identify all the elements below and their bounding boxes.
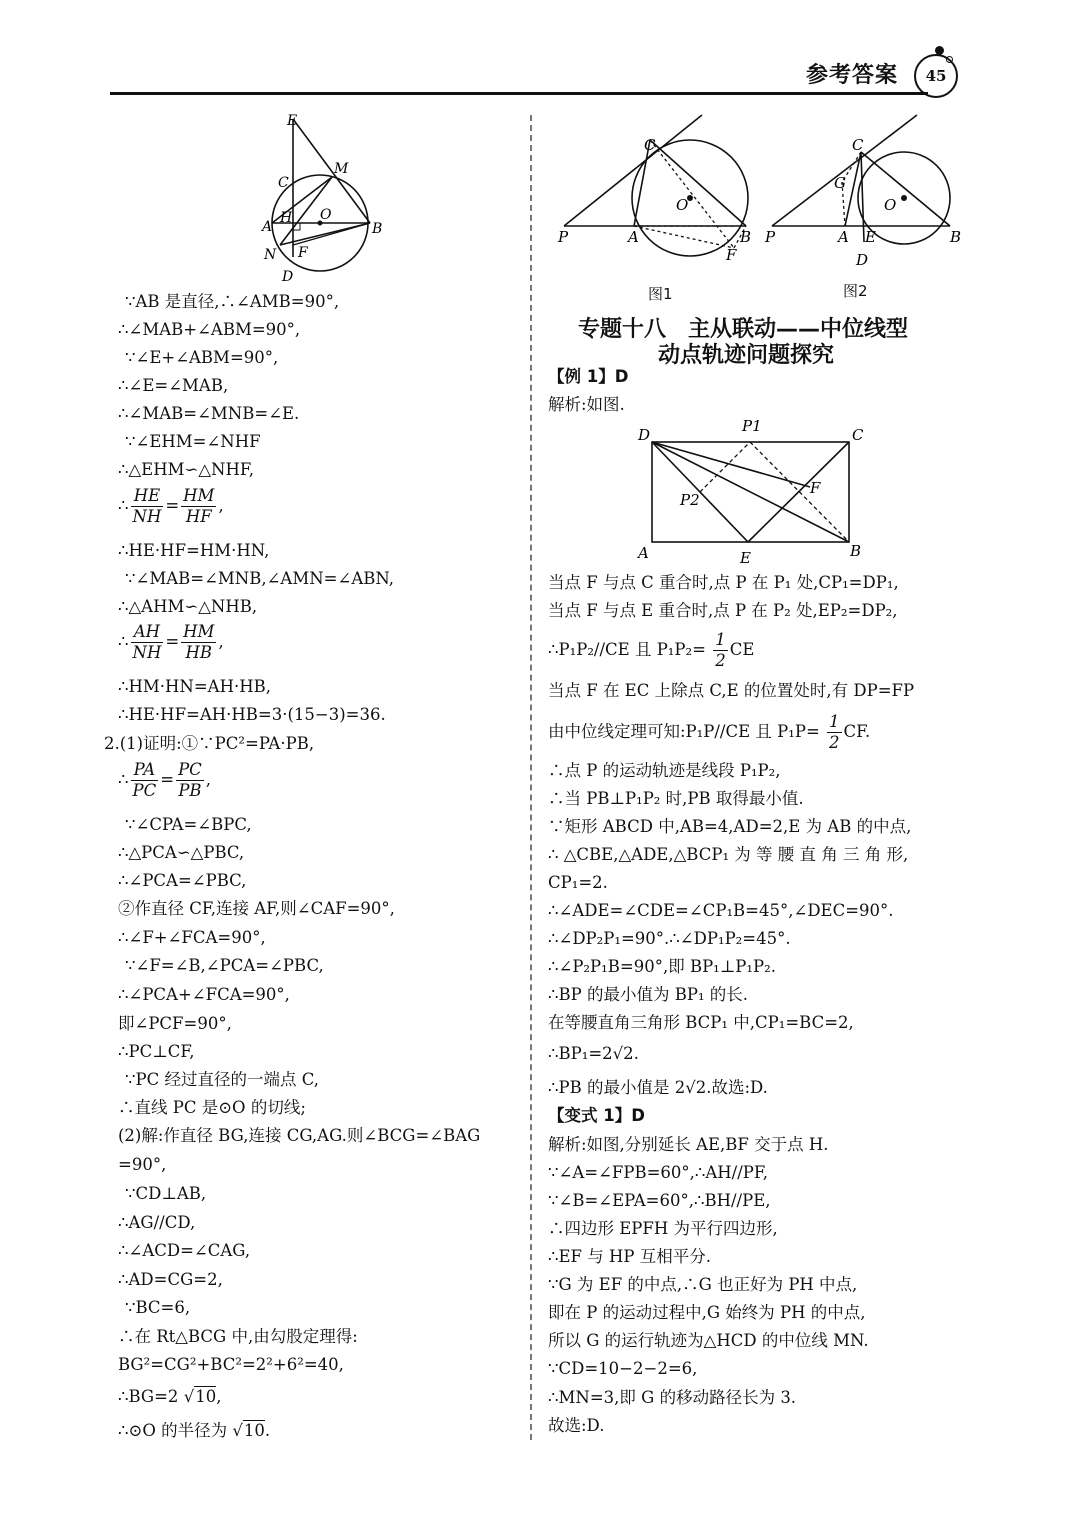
- header-title: 参考答案: [806, 63, 899, 88]
- equals: =: [160, 770, 175, 789]
- fig-left-label: M: [334, 161, 349, 177]
- text-line: ②作直径 CF,连接 AF,则∠CAF=90°,: [118, 899, 395, 918]
- fig-left-label: C: [278, 175, 289, 191]
- figure-circles-right: [552, 110, 972, 270]
- text-line: ∴∠MAB+∠ABM=90°,: [118, 320, 301, 339]
- fraction: [181, 486, 216, 527]
- fig-left-label: N: [264, 247, 277, 263]
- denominator: HF: [185, 507, 212, 526]
- text-line: ∵PC 经过直径的一端点 C,: [125, 1070, 319, 1089]
- fraction-line: [118, 622, 224, 663]
- text-line: ∴△EHM∽△NHF,: [118, 460, 254, 479]
- text-line: (2)解:作直径 BG,连接 CG,AG.则∠BCG=∠BAG: [118, 1126, 481, 1145]
- text-line: ∴MN=3,即 G 的移动路径长为 3.: [548, 1388, 797, 1407]
- fig1-label: P: [558, 228, 569, 246]
- rect-label: D: [638, 426, 651, 444]
- text-line: ∵AB 是直径,∴∠AMB=90°,: [125, 292, 340, 311]
- figure-rectangle: [632, 415, 872, 570]
- radicand: 10: [243, 1421, 265, 1440]
- fig2-label: P: [765, 228, 776, 246]
- sqrt-suffix: .: [264, 1421, 271, 1440]
- caption-fig1: 图1: [648, 285, 673, 303]
- text-line: ∵G 为 EF 的中点,∴G 也正好为 PH 中点,: [548, 1275, 858, 1294]
- text-line: =90°,: [118, 1155, 167, 1174]
- numerator: PA: [131, 760, 159, 781]
- fig-left-label: F: [298, 245, 308, 261]
- text-line: 当点 F 在 EC 上除点 C,E 的位置处时,有 DP=FP: [548, 681, 915, 700]
- text-line: 在等腰直角三角形 BCP₁ 中,CP₁=BC=2,: [548, 1013, 854, 1032]
- text-line: 当点 F 与点 E 重合时,点 P 在 P₂ 处,EP₂=DP₂,: [548, 601, 898, 620]
- text-line: ∵∠MAB=∠MNB,∠AMN=∠ABN,: [125, 569, 395, 588]
- frac-prefix: ∴: [118, 632, 129, 651]
- text-line: 当点 F 与点 C 重合时,点 P 在 P₁ 处,CP₁=DP₁,: [548, 573, 899, 592]
- text-line: ∴AD=CG=2,: [118, 1270, 223, 1289]
- text-line: 解析:如图,分别延长 AE,BF 交于点 H.: [548, 1135, 829, 1154]
- text-line: ∴∠ADE=∠CDE=∠CP₁B=45°,∠DEC=90°.: [548, 901, 894, 920]
- fraction-line: [548, 630, 754, 671]
- text-line: ∴∠MAB=∠MNB=∠E.: [118, 404, 300, 423]
- fig-left-label: O: [320, 207, 332, 223]
- text-line: 解析:如图.: [548, 395, 625, 414]
- numerator: HM: [183, 622, 215, 641]
- rect-label: F: [810, 479, 821, 497]
- text-line: ∴∠PCA+∠FCA=90°,: [118, 985, 290, 1004]
- text-line: ∴BP 的最小值为 BP₁ 的长.: [548, 985, 749, 1004]
- denominator: PC: [132, 781, 157, 800]
- text-line: ∴在 Rt△BCG 中,由勾股定理得:: [118, 1327, 358, 1346]
- page-number: 45: [914, 54, 958, 98]
- column-divider: [530, 115, 532, 1440]
- variant-heading: 【变式 1】D: [548, 1106, 645, 1125]
- denominator: 2: [715, 651, 726, 670]
- section-title-line1: 专题十八 主从联动——中位线型: [578, 317, 909, 342]
- text-line: ∵∠A=∠FPB=60°,∴AH//PF,: [548, 1163, 769, 1182]
- text-line: ∴BP₁=2√2.: [548, 1044, 639, 1063]
- sqrt-suffix: ,: [216, 1387, 222, 1406]
- text-line: ∴△AHM∽△NHB,: [118, 597, 258, 616]
- denominator: 2: [829, 733, 840, 752]
- rect-label: P2: [680, 491, 700, 509]
- fig2-label: D: [856, 251, 869, 269]
- fraction: [713, 630, 728, 671]
- text-line: ∵∠F=∠B,∠PCA=∠PBC,: [125, 956, 324, 975]
- numerator: HE: [131, 486, 164, 507]
- caption-fig2: 图2: [843, 282, 868, 300]
- rect-label: P1: [742, 417, 762, 435]
- text-line: ∴∠ACD=∠CAG,: [118, 1241, 251, 1260]
- text-line: ∴点 P 的运动轨迹是线段 P₁P₂,: [548, 761, 781, 780]
- fig2-label: G: [834, 174, 846, 192]
- text-line: 故选:D.: [548, 1416, 605, 1435]
- fraction: [131, 760, 159, 801]
- text-line: ∴HE·HF=HM·HN,: [118, 541, 270, 560]
- text-line: ∵BC=6,: [125, 1298, 191, 1317]
- fig1-label: F: [726, 246, 737, 264]
- denominator: PB: [178, 781, 202, 800]
- denominator: HB: [185, 643, 213, 662]
- equals: =: [165, 496, 180, 515]
- fraction: [176, 760, 204, 801]
- section-title-line2: 动点轨迹问题探究: [658, 343, 835, 368]
- text-line: 即∠PCF=90°,: [118, 1014, 232, 1033]
- text-line: ∵∠B=∠EPA=60°,∴BH//PE,: [548, 1191, 771, 1210]
- text-line: CP₁=2.: [548, 873, 608, 892]
- text-line: ∴△PCA∽△PBC,: [118, 843, 245, 862]
- text-line: ∴四边形 EPFH 为平行四边形,: [548, 1219, 778, 1238]
- rect-label: E: [740, 549, 751, 567]
- text-line: 2.(1)证明:①∵PC²=PA·PB,: [104, 734, 315, 753]
- frac-prefix: ∴: [118, 770, 129, 789]
- text-line: ∵矩形 ABCD 中,AB=4,AD=2,E 为 AB 的中点,: [548, 817, 912, 836]
- fig2-label: O: [884, 196, 897, 214]
- radicand: 10: [195, 1387, 217, 1406]
- fraction: [131, 486, 164, 527]
- text-line: ∴∠PCA=∠PBC,: [118, 871, 247, 890]
- fraction-line: [118, 760, 211, 801]
- fig1-label: B: [740, 228, 752, 246]
- frac-prefix: 由中位线定理可知:P₁P//CE 且 P₁P=: [548, 722, 826, 741]
- numerator: HM: [183, 486, 215, 505]
- text-line: ∴∠DP₂P₁=90°.∴∠DP₁P₂=45°.: [548, 929, 791, 948]
- fig1-label: O: [676, 196, 689, 214]
- text-line: 所以 G 的运行轨迹为△HCD 的中位线 MN.: [548, 1331, 869, 1350]
- text-line: ∴AG//CD,: [118, 1213, 196, 1232]
- fraction-line: [118, 486, 224, 527]
- text-line: ∴直线 PC 是⊙O 的切线;: [118, 1098, 306, 1117]
- figure-circle-left: [250, 105, 390, 290]
- fraction-line: [548, 712, 870, 753]
- text-line: ∴∠P₂P₁B=90°,即 BP₁⊥P₁P₂.: [548, 957, 776, 976]
- text-line: 即在 P 的运动过程中,G 始终为 PH 的中点,: [548, 1303, 866, 1322]
- text-line: ∴HE·HF=AH·HB=3·(15−3)=36.: [118, 705, 386, 724]
- frac-suffix: ,: [218, 496, 224, 515]
- fig1-label: A: [628, 228, 639, 246]
- sqrt-prefix: ∴⊙O 的半径为: [118, 1421, 233, 1440]
- fig-left-label: D: [282, 269, 294, 285]
- fraction: [131, 622, 164, 663]
- numerator: AH: [131, 622, 164, 643]
- header-rule: [110, 92, 928, 95]
- denominator: NH: [132, 507, 162, 526]
- numerator: 1: [715, 630, 726, 649]
- fig2-label: C: [852, 136, 864, 154]
- fig-left-label: A: [262, 219, 273, 235]
- frac-suffix: ,: [205, 770, 212, 789]
- sqrt-line: ∴BG=2 √10,: [118, 1387, 222, 1406]
- text-line: ∵∠EHM=∠NHF: [125, 432, 261, 451]
- text-line: ∵∠CPA=∠BPC,: [125, 815, 252, 834]
- sqrt-prefix: ∴BG=2: [118, 1387, 184, 1406]
- text-line: ∵CD=10−2−2=6,: [548, 1359, 698, 1378]
- rect-label: C: [852, 426, 864, 444]
- fig-left-label: E: [287, 113, 298, 129]
- rect-label: B: [850, 542, 862, 560]
- sqrt-line: ∴⊙O 的半径为 √10.: [118, 1421, 271, 1440]
- text-line: ∴PC⊥CF,: [118, 1042, 195, 1061]
- text-line: ∴EF 与 HP 互相平分.: [548, 1247, 711, 1266]
- fig2-label: B: [950, 228, 962, 246]
- frac-prefix: ∴P₁P₂//CE 且 P₁P₂=: [548, 640, 712, 659]
- denominator: NH: [132, 643, 162, 662]
- fig2-label: E: [865, 228, 876, 246]
- text-line: ∵∠E+∠ABM=90°,: [125, 348, 279, 367]
- fig1-label: C: [644, 136, 656, 154]
- text-line: ∴∠E=∠MAB,: [118, 376, 229, 395]
- fraction: [827, 712, 842, 753]
- numerator: PC: [178, 760, 202, 779]
- text-line: ∴PB 的最小值是 2√2.故选:D.: [548, 1078, 768, 1097]
- rect-label: A: [638, 544, 649, 562]
- fig2-label: A: [838, 228, 849, 246]
- example-heading: 【例 1】D: [548, 367, 629, 386]
- equals: =: [165, 632, 180, 651]
- numerator: 1: [829, 712, 840, 731]
- text-line: ∴ △CBE,△ADE,△BCP₁ 为 等 腰 直 角 三 角 形,: [548, 845, 909, 864]
- text-line: ∵CD⊥AB,: [125, 1184, 207, 1203]
- frac-suffix: CE: [729, 640, 755, 659]
- frac-suffix: CF.: [843, 722, 871, 741]
- frac-suffix: ,: [218, 632, 224, 651]
- text-line: ∴当 PB⊥P₁P₂ 时,PB 取得最小值.: [548, 789, 804, 808]
- text-line: ∴HM·HN=AH·HB,: [118, 677, 271, 696]
- frac-prefix: ∴: [118, 496, 129, 515]
- fig-left-label: H: [280, 210, 293, 226]
- fig-left-label: B: [372, 221, 383, 237]
- text-line: BG²=CG²+BC²=2²+6²=40,: [118, 1355, 344, 1374]
- text-line: ∴∠F+∠FCA=90°,: [118, 928, 266, 947]
- fraction: [181, 622, 216, 663]
